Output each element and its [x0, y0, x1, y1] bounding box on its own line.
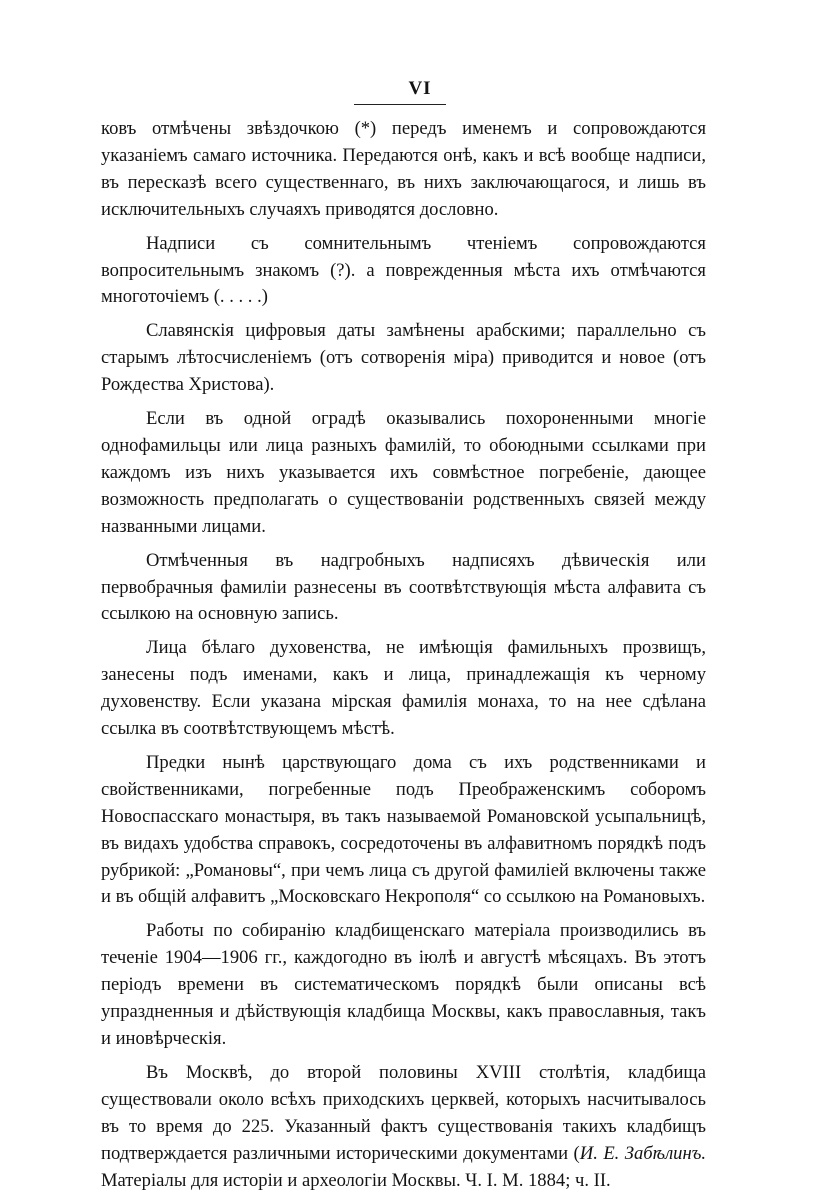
- paragraph: Предки нынѣ царствующаго дома съ ихъ родственниками и свойственниками, погребенные подъ Преображенскимъ соборомъ Новоспасскаго монастыря, въ такъ называемой Романовской усыпальницѣ, въ видахъ удобства справокъ, сосредоточены въ алфавитномъ порядкѣ подъ рубрикой: „Романовы“, при чемъ лица съ другой фамиліей включены также и въ общій алфавитъ „Московскаго Некрополя“ со ссылкою на Романовыхъ.: [101, 751, 706, 908]
- paragraph: Отмѣченныя въ надгробныхъ надписяхъ дѣвическія или первобрачныя фамиліи разнесены въ соотвѣтствующія мѣста алфавита съ ссылкою на основную запись.: [101, 549, 706, 625]
- paragraph: Славянскія цифровыя даты замѣнены арабскими; параллельно съ старымъ лѣтосчисленіемъ (отъ сотворенія міра) приводится и новое (отъ Рождества Христова).: [101, 320, 706, 396]
- body-text: [101, 116, 706, 1201]
- paragraph: Лица бѣлаго духовенства, не имѣющія фамильныхъ прозвищъ, занесены подъ именами, какъ и лица, принадлежащія къ черному духовенству. Если указана мірская фамилія монаха, то на нее сдѣлана ссылка въ соотвѣтствующемъ мѣстѣ.: [101, 637, 706, 740]
- paragraph-text: Въ Москвѣ, до второй половины XVIII столѣтія, кладбища существовали около всѣхъ приходскихъ церквей, которыхъ насчитывалось въ то время до 225. Указанный фактъ существованія такихъ кладбищъ подтверждается различными историческими документами (: [101, 1061, 706, 1164]
- paragraph: Надписи съ сомнительнымъ чтеніемъ сопровождаются вопросительнымъ знакомъ (?). а поврежденныя мѣста ихъ отмѣчаются многоточіемъ (. . . . .): [101, 232, 706, 308]
- paragraph: Работы по собиранію кладбищенскаго матеріала производились въ теченіе 1904—1906 гг., каждогодно въ іюлѣ и августѣ мѣсяцахъ. Въ этотъ періодъ времени въ систематическомъ порядкѣ были описаны всѣ упраздненныя и дѣйствующія кладбища Москвы, какъ православныя, такъ и иновѣрческія.: [101, 920, 706, 1049]
- page-number: VI: [408, 78, 432, 99]
- paragraph: Если въ одной оградѣ оказывались похороненными многіе однофамильцы или лица разныхъ фамилій, то обоюдными ссылками при каждомъ изъ нихъ указывается ихъ совмѣстное погребеніе, дающее возможность предполагать о существованіи родственныхъ связей между названными лицами.: [101, 408, 706, 537]
- citation-author: И. Е. Забѣлинъ.: [579, 1142, 706, 1164]
- citation-title: Матеріалы для исторіи и археологіи Москвы. Ч. I. М. 1884; ч. II.: [101, 1169, 611, 1191]
- paragraph-continued: ковъ отмѣчены звѣздочкою (*) передъ именемъ и сопровождаются указаніемъ самаго источника. Передаются онѣ, какъ и всѣ вообще надписи, въ пересказѣ всего существеннаго, въ нихъ заключающагося, и лишь въ исключительныхъ случаяхъ приводятся дословно.: [101, 118, 706, 220]
- paragraph-last: [101, 1060, 706, 1195]
- header-rule: [354, 104, 446, 105]
